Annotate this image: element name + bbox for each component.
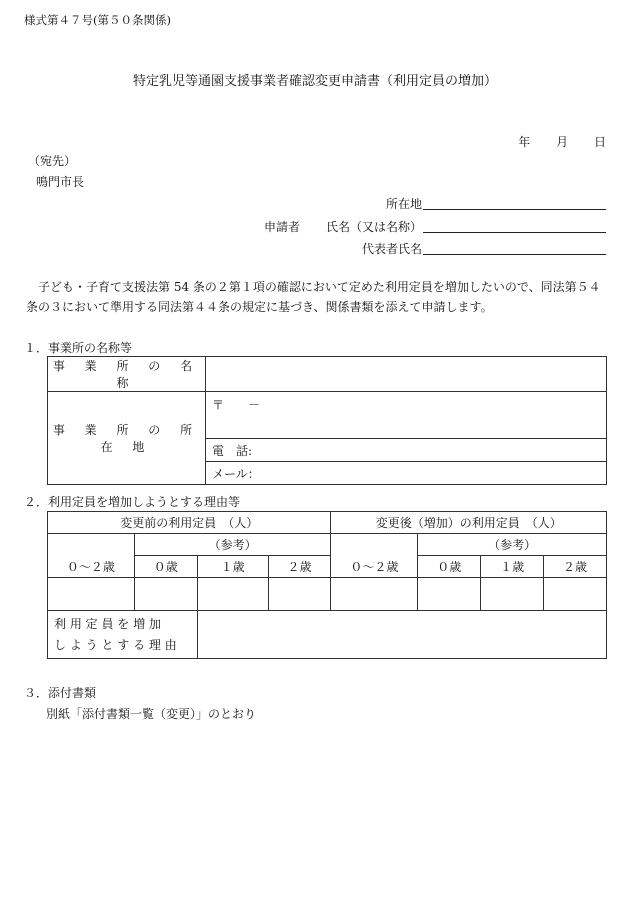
before-age-total: ０～２歳 [48,556,135,578]
reason-label [48,611,198,659]
after-age-1: １歳 [481,556,544,578]
facility-address-label: 事 業 所 の 所 在 地 [48,392,206,485]
reason-label-line2: し よ う と す る 理 由 [54,637,177,652]
before-capacity-header: 変更前の利用定員 （人） [48,512,331,534]
after-total-input[interactable] [331,578,418,611]
before-reference-label: （参考） [134,534,331,556]
after-capacity-header: 変更後（増加）の利用定員 （人） [331,512,607,534]
application-statement: 子ども・子育て支援法第 54 条の２第１項の確認において定めた利用定員を増加したいので、同法第５４条の３において準用する同法第４４条の規定に基づき、関係書類を添えて申請します。 [26,280,601,314]
after-age2-input[interactable] [544,578,607,611]
name-field[interactable] [423,216,606,233]
applicant-label: 申請者 [264,220,301,234]
addressee-name: 鳴門市長 [36,175,85,189]
section2-heading: ２．利用定員を増加しようとする理由等 [24,495,241,509]
after-spacer [331,534,418,556]
representative-field[interactable] [423,238,606,255]
email-label: メール： [212,466,260,481]
after-age0-input[interactable] [418,578,481,611]
date-month: 月 [556,135,569,149]
postal-field[interactable] [206,392,607,439]
before-age0-input[interactable] [134,578,197,611]
capacity-table [47,511,607,659]
name-label: 氏名（又は名称） [326,220,423,234]
after-age1-input[interactable] [481,578,544,611]
reason-label-line1: 利 用 定 員 を 増 加 [54,616,161,631]
after-reference-label: （参考） [418,534,607,556]
representative-label: 代表者氏名 [362,242,423,256]
date-day: 日 [593,135,606,149]
attachments-note: 別紙「添付書類一覧（変更）」のとおり [46,707,257,721]
phone-field[interactable] [206,439,607,462]
before-age-0: ０歳 [134,556,197,578]
before-age-2: ２歳 [268,556,331,578]
before-total-input[interactable] [48,578,135,611]
before-age1-input[interactable] [197,578,268,611]
date-line [496,133,606,150]
reason-field[interactable] [197,611,606,659]
location-label: 所在地 [386,197,423,211]
location-field[interactable] [423,193,606,210]
after-age-total: ０～２歳 [331,556,418,578]
before-age-1: １歳 [197,556,268,578]
document-title: 特定乳児等通園支援事業者確認変更申請書（利用定員の増加） [132,74,497,89]
form-number: 様式第４７号(第５０条関係) [24,13,171,27]
phone-label: 電 話: [212,443,253,458]
postal-label: 〒 － [212,398,261,412]
after-age-2: ２歳 [544,556,607,578]
addressee-heading: （宛先） [28,154,77,168]
before-spacer [48,534,135,556]
section3-heading: ３．添付書類 [24,686,97,700]
before-age2-input[interactable] [268,578,331,611]
facility-table [47,356,607,485]
facility-name-label: 事 業 所 の 名 称 [48,357,206,392]
date-year: 年 [518,135,531,149]
after-age-0: ０歳 [418,556,481,578]
section1-heading: １．事業所の名称等 [24,341,133,355]
facility-name-field[interactable] [206,357,607,392]
email-field[interactable] [206,462,607,485]
